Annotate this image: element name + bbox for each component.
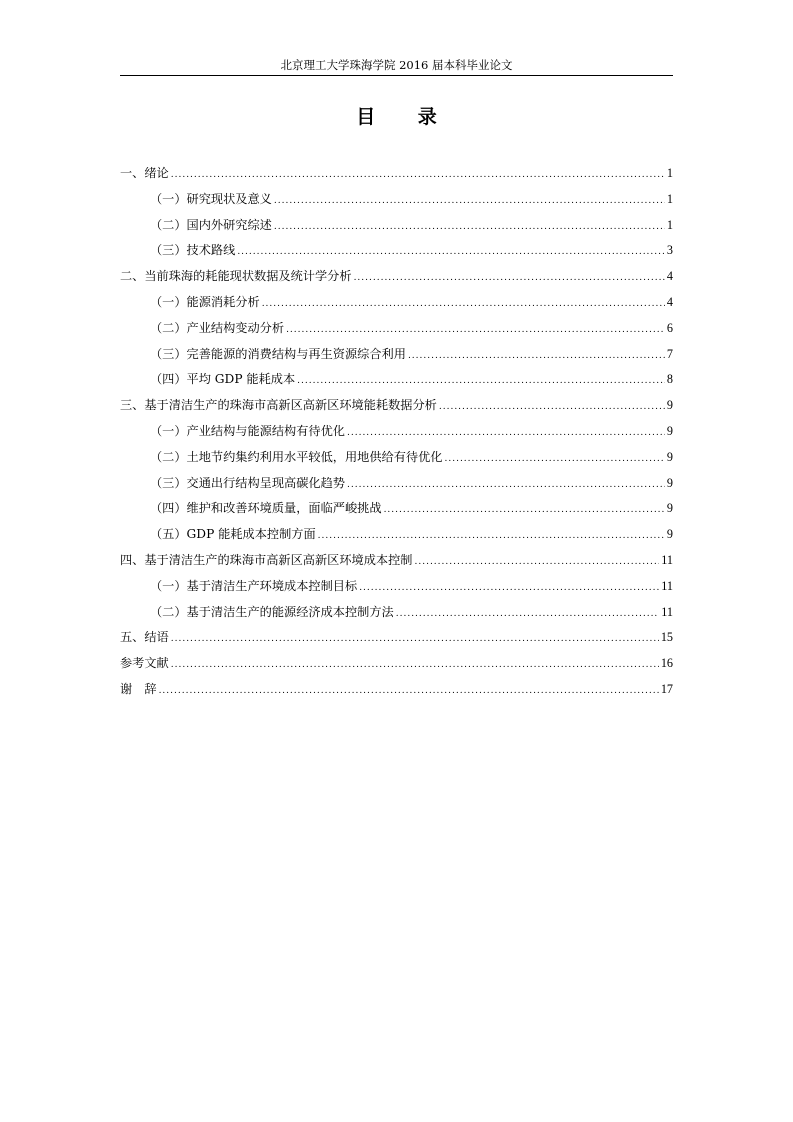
toc-dot-leader xyxy=(237,240,665,266)
toc-dot-leader xyxy=(347,473,665,499)
toc-entry-label: 一、绪论 xyxy=(120,166,169,180)
toc-entry-label: 参考文献 xyxy=(120,656,169,671)
toc-entry-label: （二）基于清洁生产的能源经济成本控制方法 xyxy=(150,604,394,619)
toc-entry xyxy=(120,600,673,626)
toc-dot-leader xyxy=(445,447,665,473)
toc-dot-leader xyxy=(262,292,665,318)
toc-dot-leader xyxy=(408,344,665,370)
toc-dot-leader xyxy=(274,215,665,241)
toc-entry-label: （四）维护和改善环境质量，面临严峻挑战 xyxy=(150,501,382,516)
toc-entry xyxy=(120,187,673,213)
toc-page-number: 9 xyxy=(666,449,673,464)
toc-entry xyxy=(120,548,673,574)
toc-entry-label: （一）研究现状及意义 xyxy=(150,191,272,206)
toc-dot-leader xyxy=(354,266,665,292)
toc-entry-label: 五、结语 xyxy=(120,630,169,645)
toc-dot-leader xyxy=(347,421,665,447)
toc-entry xyxy=(120,213,673,239)
toc-dot-leader xyxy=(171,163,665,189)
toc-entry-label: （三）技术路线 xyxy=(150,243,236,258)
toc-entry xyxy=(120,496,673,522)
toc-page-number: 1 xyxy=(666,191,673,206)
toc-page-number: 9 xyxy=(666,423,673,438)
toc-dot-leader xyxy=(159,679,659,705)
toc-page-number: 4 xyxy=(666,294,673,309)
toc-entry xyxy=(120,471,673,497)
toc-page-number: 9 xyxy=(666,475,673,490)
toc-entry-label: （一）能源消耗分析 xyxy=(150,294,260,309)
toc-entry-label: （四）平均 GDP 能耗成本 xyxy=(150,372,296,387)
toc-dot-leader xyxy=(297,369,665,395)
toc-entry xyxy=(120,625,673,651)
toc-entry xyxy=(120,238,673,264)
toc-dot-leader xyxy=(396,602,660,628)
table-of-contents xyxy=(120,161,673,703)
toc-page-number: 11 xyxy=(661,552,673,567)
toc-entry-label: （三）完善能源的消费结构与再生资源综合利用 xyxy=(150,346,406,361)
toc-dot-leader xyxy=(274,189,665,215)
toc-page-number: 3 xyxy=(666,243,673,258)
toc-entry xyxy=(120,419,673,445)
toc-entry xyxy=(120,316,673,342)
toc-page-number: 1 xyxy=(666,166,673,180)
toc-dot-leader xyxy=(359,576,659,602)
toc-dot-leader xyxy=(171,653,659,679)
toc-title: 目 录 xyxy=(356,106,455,128)
toc-page-number: 9 xyxy=(666,398,673,413)
toc-entry-label: （三）交通出行结构呈现高碳化趋势 xyxy=(150,475,345,490)
toc-entry xyxy=(120,651,673,677)
toc-page-number: 17 xyxy=(660,681,673,696)
toc-entry xyxy=(120,574,673,600)
toc-dot-leader xyxy=(286,318,665,344)
toc-entry-label: （一）产业结构与能源结构有待优化 xyxy=(150,423,345,438)
toc-page-number: 11 xyxy=(661,578,673,593)
toc-page-number: 4 xyxy=(666,269,673,284)
toc-page-number: 11 xyxy=(661,604,673,619)
toc-dot-leader xyxy=(415,550,660,576)
toc-entry xyxy=(120,290,673,316)
toc-dot-leader xyxy=(171,627,659,653)
toc-entry-label: 三、基于清洁生产的珠海市高新区高新区环境能耗数据分析 xyxy=(120,398,437,413)
toc-dot-leader xyxy=(439,395,665,421)
toc-entry-label: （五）GDP 能耗成本控制方面 xyxy=(150,527,316,542)
running-header: 北京理工大学珠海学院 2016 届本科毕业论文 xyxy=(280,58,513,72)
toc-page-number: 9 xyxy=(666,501,673,516)
toc-entry xyxy=(120,367,673,393)
toc-entry-label: 二、当前珠海的耗能现状数据及统计学分析 xyxy=(120,269,352,284)
toc-entry xyxy=(120,393,673,419)
toc-entry xyxy=(120,161,673,187)
toc-dot-leader xyxy=(384,498,665,524)
toc-page-number: 16 xyxy=(660,656,673,671)
toc-page-number: 7 xyxy=(666,346,673,361)
toc-page-number: 9 xyxy=(666,527,673,542)
toc-entry-label: （二）产业结构变动分析 xyxy=(150,320,285,335)
toc-entry-label: （一）基于清洁生产环境成本控制目标 xyxy=(150,578,358,593)
toc-entry-label: 四、基于清洁生产的珠海市高新区高新区环境成本控制 xyxy=(120,552,413,567)
toc-entry xyxy=(120,445,673,471)
toc-entry xyxy=(120,677,673,703)
toc-entry xyxy=(120,522,673,548)
toc-entry xyxy=(120,264,673,290)
toc-page-number: 6 xyxy=(666,320,673,335)
header-rule xyxy=(120,75,673,76)
toc-entry xyxy=(120,342,673,368)
toc-page-number: 1 xyxy=(666,217,673,232)
toc-entry-label: （二）土地节约集约利用水平较低，用地供给有待优化 xyxy=(150,449,443,464)
toc-entry-label: 谢 辞 xyxy=(120,681,157,696)
toc-page-number: 15 xyxy=(660,630,673,645)
toc-page-number: 8 xyxy=(666,372,673,387)
toc-dot-leader xyxy=(318,524,665,550)
toc-entry-label: （二）国内外研究综述 xyxy=(150,217,272,232)
